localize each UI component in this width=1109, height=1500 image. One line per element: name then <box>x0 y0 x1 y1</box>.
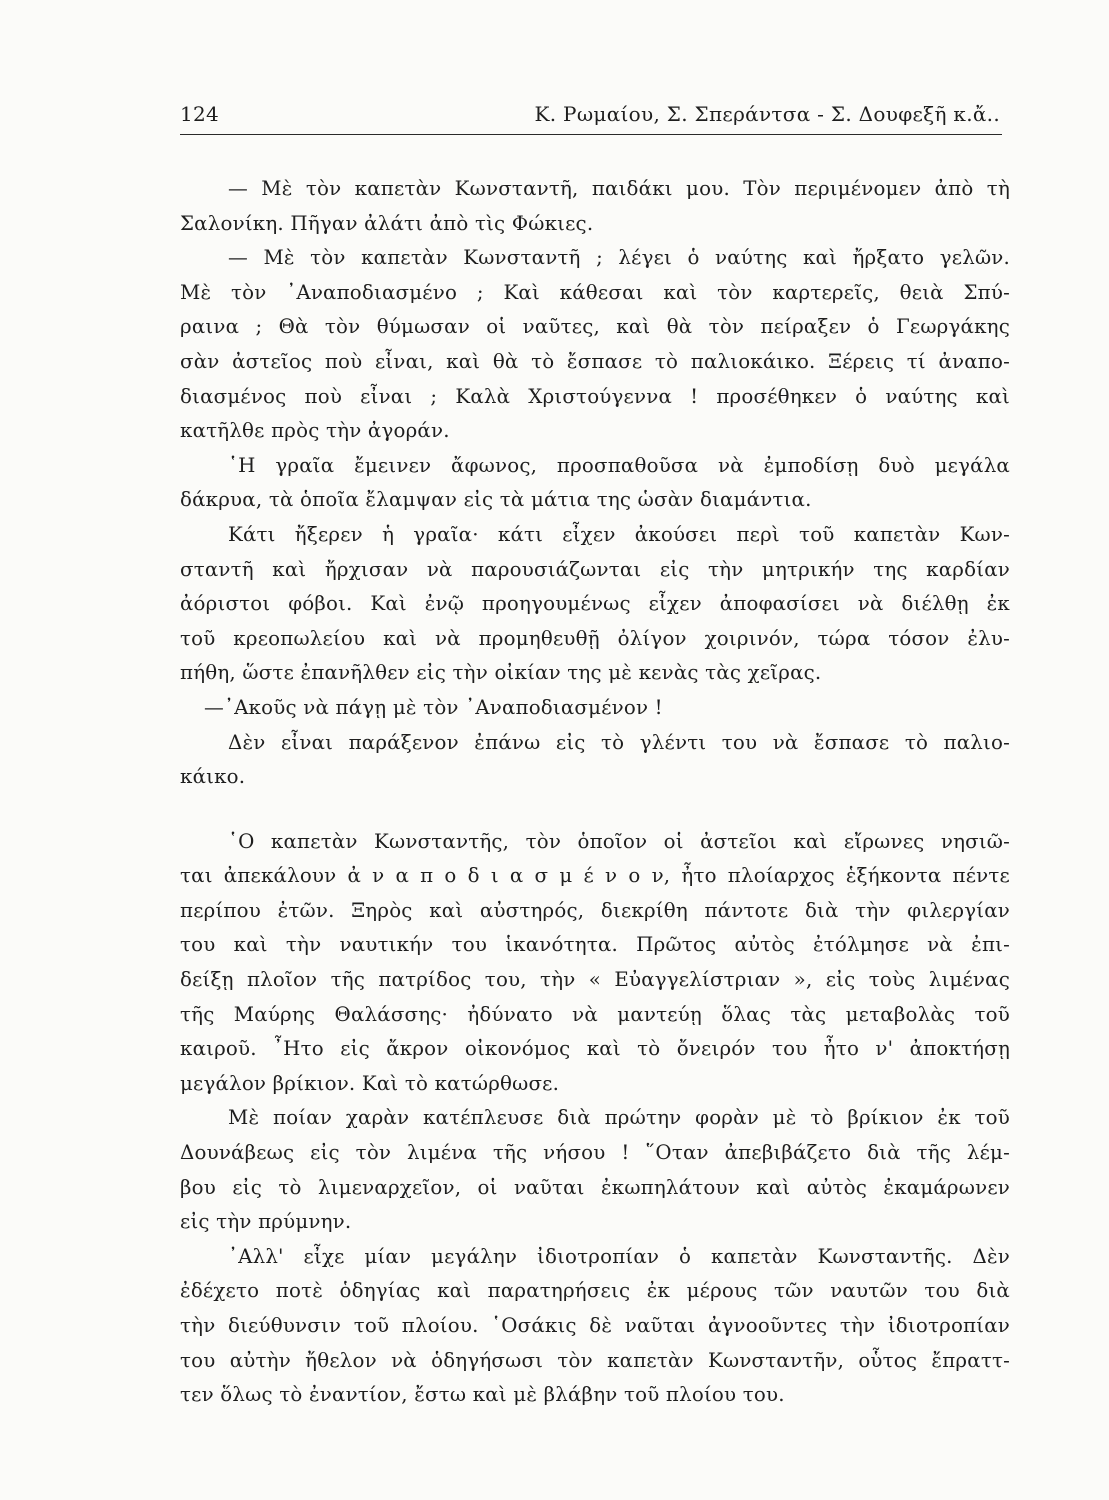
text-line: τὴν διεύθυνσιν τοῦ πλοίου. ῾Οσάκις δὲ ναῦται ἀγνοοῦντες τὴν ἰδιοτροπίαν <box>180 1314 1010 1337</box>
text-line: ραινα ; Θὰ τὸν θύμωσαν οἱ ναῦτες, καὶ θὰ τὸν πείραξεν ὁ Γεωργάκης <box>180 315 1010 339</box>
text-line: Δουνάβεως εἰς τὸν λιμένα τῆς νήσου ! ῞Οταν ἀπεβιβάζετο διὰ τῆς λέμ- <box>180 1141 1010 1165</box>
text-line: Σαλονίκη. Πῆγαν ἀλάτι ἀπὸ τὶς Φώκιες. <box>180 211 594 235</box>
text-line: ἀόριστοι φόβοι. Καὶ ἐνῷ προηγουμένως εἶχεν ἀποφασίσει νὰ διέλθῃ ἐκ <box>180 592 1010 616</box>
text-line: δείξῃ πλοῖον τῆς πατρίδος του, τὴν « Εὐαγγελίστριαν », εἰς τοὺς λιμένας <box>180 968 1010 992</box>
page-header <box>180 96 1000 130</box>
text-line: τοῦ κρεοπωλείου καὶ νὰ προμηθευθῇ ὀλίγον χοιρινόν, τώρα τόσον ἐλυ- <box>180 626 1010 650</box>
text-line: Μὲ ποίαν χαρὰν κατέπλευσε διὰ πρώτην φορὰν μὲ τὸ βρίκιον ἐκ τοῦ <box>228 1106 1010 1130</box>
page-number: 124 <box>180 102 220 126</box>
text-line: δάκρυα, τὰ ὁποῖα ἔλαμψαν εἰς τὰ μάτια της ὡσὰν διαμάντια. <box>180 488 812 512</box>
text-line: ῾Η γραῖα ἔμεινεν ἄφωνος, προσπαθοῦσα νὰ ἐμποδίσῃ δυὸ μεγάλα <box>228 453 1010 477</box>
header-rule <box>180 134 1002 135</box>
text-line: διασμένος ποὺ εἶναι ; Καλὰ Χριστούγεννα ! προσέθηκεν ὁ ναύτης καὶ <box>180 384 1010 408</box>
text-line: βου εἰς τὸ λιμεναρχεῖον, οἱ ναῦται ἐκωπηλάτουν καὶ αὐτὸς ἐκαμάρωνεν <box>180 1175 1010 1199</box>
text-line: σὰν ἀστεῖος ποὺ εἶναι, καὶ θὰ τὸ ἔσπασε τὸ παλιοκάικο. Ξέρεις τί ἀναπο- <box>180 349 1010 373</box>
text-line: — Μὲ τὸν καπετὰν Κωνσταντῆ ; λέγει ὁ ναύτης καὶ ἤρξατο γελῶν. <box>228 246 1010 270</box>
text-line: του αὐτὴν ἤθελον νὰ ὁδηγήσωσι τὸν καπετὰν Κωνσταντῆν, οὗτος ἔπραττ- <box>180 1348 1010 1372</box>
text-line: κάικο. <box>180 765 246 789</box>
text-line: ῾Ο καπετὰν Κωνσταντῆς, τὸν ὁποῖον οἱ ἀστεῖοι καὶ εἴρωνες νησιῶ- <box>228 829 1010 853</box>
text-line: περίπου ἐτῶν. Ξηρὸς καὶ αὐστηρός, διεκρίθη πάντοτε διὰ τὴν φιλεργίαν <box>180 898 1010 922</box>
body-text <box>180 172 1010 1413</box>
text-line: ἐδέχετο ποτὲ ὁδηγίας καὶ παρατηρήσεις ἐκ μέρους τῶν ναυτῶν του διὰ <box>180 1279 1010 1303</box>
text-line: Δὲν εἶναι παράξενον ἐπάνω εἰς τὸ γλέντι του νὰ ἔσπασε τὸ παλιο- <box>228 730 1010 754</box>
text-line: τῆς Μαύρης Θαλάσσης· ἠδύνατο νὰ μαντεύῃ ὅλας τὰς μεταβολὰς τοῦ <box>180 1002 1010 1026</box>
text-line: μεγάλον βρίκιον. Καὶ τὸ κατώρθωσε. <box>180 1071 560 1095</box>
text-line: τεν ὅλως τὸ ἐναντίον, ἔστω καὶ μὲ βλάβην τοῦ πλοίου του. <box>180 1383 785 1407</box>
section-gap <box>180 795 1010 825</box>
text-line: κατῆλθε πρὸς τὴν ἀγοράν. <box>180 419 450 443</box>
text-line: σταντῆ καὶ ἤρχισαν νὰ παρουσιάζωνται εἰς τὴν μητρικήν της καρδίαν <box>180 557 1010 581</box>
running-title: Κ. Ρωμαίου, Σ. Σπεράντσα - Σ. Δουφεξῆ κ.ἄ.. <box>534 102 1000 126</box>
text-line: —᾿Ακοῦς νὰ πάγῃ μὲ τὸν ᾿Αναποδιασμένον ! <box>204 695 663 719</box>
text-line: καιροῦ. ῏Ητο εἰς ἄκρον οἰκονόμος καὶ τὸ ὄνειρόν του ἦτο ν' ἀποκτήσῃ <box>180 1037 1010 1061</box>
text-line: του καὶ τὴν ναυτικήν του ἱκανότητα. Πρῶτος αὐτὸς ἐτόλμησε νὰ ἐπι- <box>180 933 1010 957</box>
text-line: εἰς τὴν πρύμνην. <box>180 1210 352 1234</box>
text-line: Κάτι ἤξερεν ἡ γραῖα· κάτι εἶχεν ἀκούσει περὶ τοῦ καπετὰν Κων- <box>228 522 1010 546</box>
text-line: πήθη, ὥστε ἐπανῆλθεν εἰς τὴν οἰκίαν της μὲ κενὰς τὰς χεῖρας. <box>180 661 822 685</box>
text-line: ᾿Αλλ' εἶχε μίαν μεγάλην ἰδιοτροπίαν ὁ καπετὰν Κωνσταντῆς. Δὲν <box>228 1244 1010 1268</box>
text-line: — Μὲ τὸν καπετὰν Κωνσταντῆ, παιδάκι μου. Τὸν περιμένομεν ἀπὸ τὴ <box>228 177 1010 200</box>
text-line: ται ἀπεκάλουν ἀ ν α π ο δ ι α σ μ έ ν ο ν, ἦτο πλοίαρχος ἑξήκοντα πέντε <box>180 864 1010 888</box>
text-line: Μὲ τὸν ᾿Αναποδιασμένο ; Καὶ κάθεσαι καὶ τὸν καρτερεῖς, θειὰ Σπύ- <box>180 280 1010 304</box>
